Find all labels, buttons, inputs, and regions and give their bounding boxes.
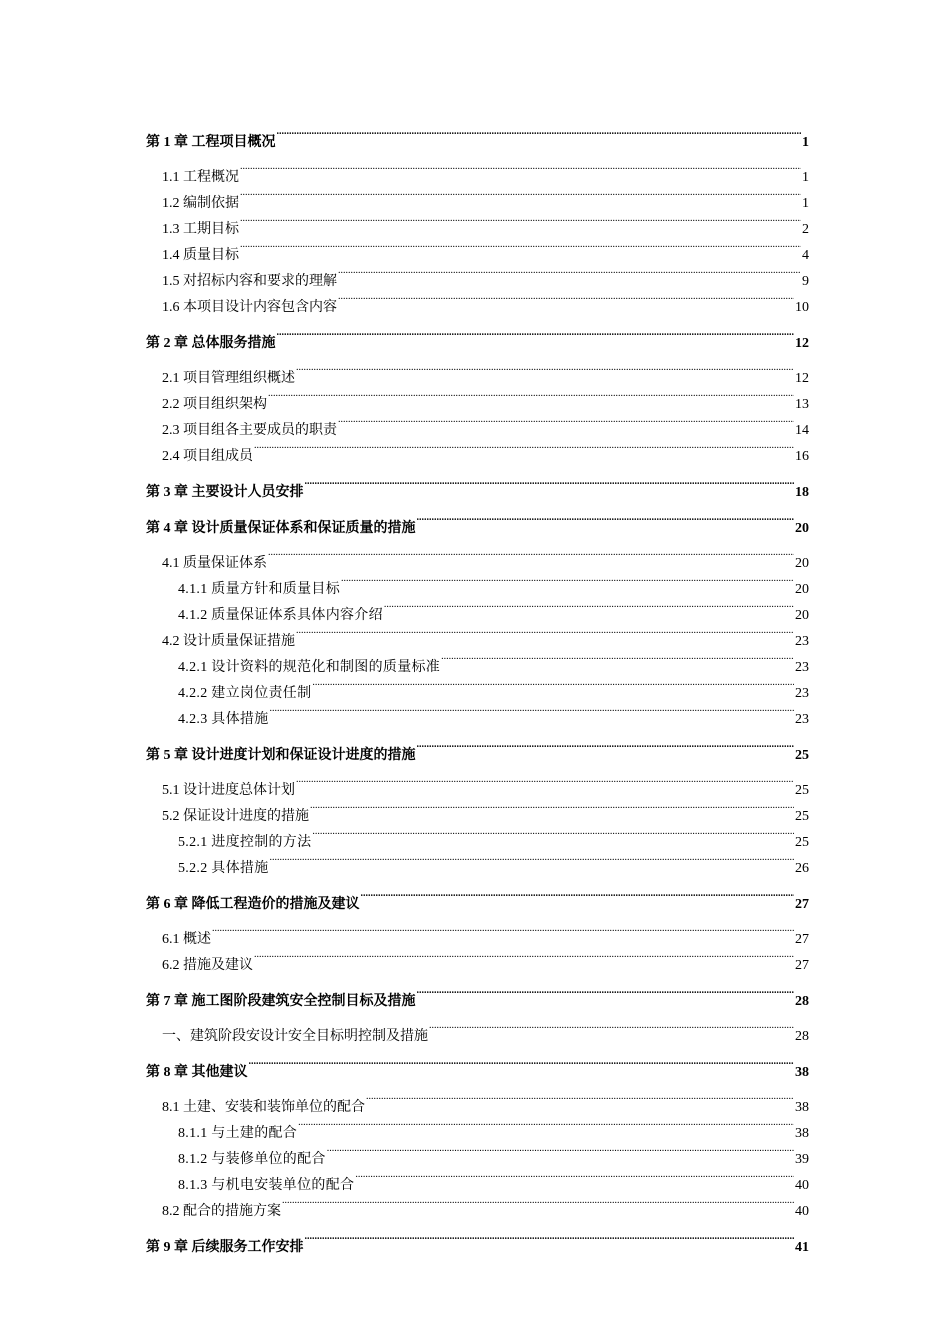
dot-leader xyxy=(212,923,794,943)
toc-section-entry[interactable] xyxy=(146,774,809,800)
dot-leader xyxy=(296,362,794,382)
toc-chapter-entry[interactable] xyxy=(146,126,809,152)
dot-leader xyxy=(268,547,794,567)
toc-entry-title: 1.5 对招标内容和要求的理解 xyxy=(162,273,337,289)
toc-entry-title: 5.2 保证设计进度的措施 xyxy=(162,808,309,824)
dot-leader xyxy=(305,1231,795,1251)
toc-page-number: 23 xyxy=(795,659,809,675)
toc-entry-title: 4.2.1 设计资料的规范化和制图的质量标准 xyxy=(178,659,441,675)
dot-leader xyxy=(338,265,801,285)
dot-leader xyxy=(298,1117,794,1137)
toc-section-entry[interactable] xyxy=(146,440,809,466)
toc-entry-title: 5.2.2 具体措施 xyxy=(178,860,269,876)
toc-entry-title: 1.4 质量目标 xyxy=(162,247,239,263)
toc-subsection-entry[interactable] xyxy=(146,1143,809,1169)
dot-leader xyxy=(270,703,795,723)
toc-entry-title: 8.1.2 与装修单位的配合 xyxy=(178,1151,326,1167)
dot-leader xyxy=(310,800,794,820)
toc-subsection-entry[interactable] xyxy=(146,852,809,878)
toc-entry-title: 第 9 章 后续服务工作安排 xyxy=(146,1239,304,1255)
toc-entry-title: 4.1.2 质量保证体系具体内容介绍 xyxy=(178,607,383,623)
toc-entry-title: 1.1 工程概况 xyxy=(162,169,239,185)
toc-section-entry[interactable] xyxy=(146,213,809,239)
dot-leader xyxy=(277,126,802,146)
toc-chapter-entry[interactable] xyxy=(146,1231,809,1257)
toc-page-number: 14 xyxy=(795,422,809,438)
toc-entry-title: 4.2 设计质量保证措施 xyxy=(162,633,295,649)
toc-entry-title: 一、建筑阶段安设计安全目标明控制及措施 xyxy=(162,1028,428,1044)
toc-entry-title: 第 4 章 设计质量保证体系和保证质量的措施 xyxy=(146,520,416,536)
toc-page-number: 13 xyxy=(795,396,809,412)
toc-section-entry[interactable] xyxy=(146,362,809,388)
toc-entry-title: 6.2 措施及建议 xyxy=(162,957,253,973)
toc-entry-title: 第 6 章 降低工程造价的措施及建议 xyxy=(146,896,360,912)
toc-subsection-entry[interactable] xyxy=(146,599,809,625)
toc-entry-title: 6.1 概述 xyxy=(162,931,211,947)
toc-page-number: 25 xyxy=(795,834,809,850)
toc-chapter-entry[interactable] xyxy=(146,985,809,1011)
toc-page-number: 1 xyxy=(802,195,809,211)
dot-leader xyxy=(240,213,801,233)
dot-leader xyxy=(254,440,794,460)
toc-page-number: 23 xyxy=(795,711,809,727)
toc-page-number: 38 xyxy=(795,1099,809,1115)
toc-page-number: 25 xyxy=(795,808,809,824)
dot-leader xyxy=(327,1143,794,1163)
dot-leader xyxy=(338,414,794,434)
toc-page-number: 41 xyxy=(795,1239,809,1255)
toc-page-number: 27 xyxy=(795,931,809,947)
toc-page-number: 20 xyxy=(795,555,809,571)
toc-page-number: 20 xyxy=(795,607,809,623)
dot-leader xyxy=(254,949,794,969)
toc-chapter-entry[interactable] xyxy=(146,1056,809,1082)
toc-entry-title: 第 2 章 总体服务措施 xyxy=(146,335,276,351)
toc-entry-title: 2.2 项目组织架构 xyxy=(162,396,267,412)
toc-entry-title: 第 7 章 施工图阶段建筑安全控制目标及措施 xyxy=(146,993,416,1009)
dot-leader xyxy=(240,239,801,259)
toc-chapter-entry[interactable] xyxy=(146,512,809,538)
toc-entry-title: 2.4 项目组成员 xyxy=(162,448,253,464)
toc-page-number: 12 xyxy=(795,335,809,351)
toc-page-number: 10 xyxy=(795,299,809,315)
toc-section-entry[interactable] xyxy=(146,187,809,213)
toc-page-number: 28 xyxy=(795,993,809,1009)
toc-page-number: 38 xyxy=(795,1064,809,1080)
dot-leader xyxy=(282,1195,794,1215)
toc-page-number: 1 xyxy=(802,134,809,150)
toc-section-entry[interactable] xyxy=(146,265,809,291)
toc-subsection-entry[interactable] xyxy=(146,703,809,729)
toc-subsection-entry[interactable] xyxy=(146,1169,809,1195)
dot-leader xyxy=(240,161,801,181)
dot-leader xyxy=(296,774,794,794)
toc-section-entry[interactable] xyxy=(146,800,809,826)
toc-page-number: 1 xyxy=(802,169,809,185)
toc-page-number: 23 xyxy=(795,685,809,701)
toc-page-number: 26 xyxy=(795,860,809,876)
toc-page-number: 2 xyxy=(802,221,809,237)
toc-page-number: 25 xyxy=(795,782,809,798)
toc-entry-title: 8.1.3 与机电安装单位的配合 xyxy=(178,1177,355,1193)
toc-entry-title: 2.3 项目组各主要成员的职责 xyxy=(162,422,337,438)
toc-entry-title: 8.1.1 与土建的配合 xyxy=(178,1125,298,1141)
dot-leader xyxy=(296,625,794,645)
toc-section-entry[interactable] xyxy=(146,291,809,317)
toc-entry-title: 2.1 项目管理组织概述 xyxy=(162,370,295,386)
toc-page-number: 27 xyxy=(795,896,809,912)
toc-section-entry[interactable] xyxy=(146,388,809,414)
toc-subsection-entry[interactable] xyxy=(146,651,809,677)
dot-leader xyxy=(417,512,795,532)
toc-chapter-entry[interactable] xyxy=(146,327,809,353)
dot-leader xyxy=(361,888,795,908)
dot-leader xyxy=(338,291,794,311)
dot-leader xyxy=(268,388,794,408)
toc-section-entry[interactable] xyxy=(146,414,809,440)
table-of-contents xyxy=(146,126,809,1266)
toc-section-entry[interactable] xyxy=(146,1195,809,1221)
toc-page-number: 23 xyxy=(795,633,809,649)
toc-chapter-entry[interactable] xyxy=(146,888,809,914)
toc-section-entry[interactable] xyxy=(146,923,809,949)
toc-entry-title: 4.2.3 具体措施 xyxy=(178,711,269,727)
dot-leader xyxy=(277,327,795,347)
toc-section-entry[interactable] xyxy=(146,625,809,651)
toc-chapter-entry[interactable] xyxy=(146,739,809,765)
toc-chapter-entry[interactable] xyxy=(146,476,809,502)
toc-section-entry[interactable] xyxy=(146,949,809,975)
toc-section-entry[interactable] xyxy=(146,239,809,265)
toc-entry-title: 4.1 质量保证体系 xyxy=(162,555,267,571)
toc-entry-title: 第 3 章 主要设计人员安排 xyxy=(146,484,304,500)
dot-leader xyxy=(341,573,794,593)
toc-subsection-entry[interactable] xyxy=(146,826,809,852)
dot-leader xyxy=(417,739,795,759)
toc-page-number: 16 xyxy=(795,448,809,464)
toc-page-number: 18 xyxy=(795,484,809,500)
toc-page-number: 38 xyxy=(795,1125,809,1141)
toc-subsection-entry[interactable] xyxy=(146,1117,809,1143)
toc-entry-title: 8.1 土建、安装和装饰单位的配合 xyxy=(162,1099,365,1115)
dot-leader xyxy=(312,826,794,846)
toc-subsection-entry[interactable] xyxy=(146,573,809,599)
toc-page-number: 27 xyxy=(795,957,809,973)
toc-page-number: 20 xyxy=(795,581,809,597)
toc-entry-title: 8.2 配合的措施方案 xyxy=(162,1203,281,1219)
toc-section-entry[interactable] xyxy=(146,547,809,573)
toc-page-number: 39 xyxy=(795,1151,809,1167)
toc-page-number: 9 xyxy=(802,273,809,289)
dot-leader xyxy=(240,187,801,207)
dot-leader xyxy=(270,852,795,872)
toc-page-number: 20 xyxy=(795,520,809,536)
toc-entry-title: 1.2 编制依据 xyxy=(162,195,239,211)
dot-leader xyxy=(312,677,794,697)
toc-entry-title: 5.2.1 进度控制的方法 xyxy=(178,834,312,850)
dot-leader xyxy=(249,1056,795,1076)
toc-entry-title: 1.6 本项目设计内容包含内容 xyxy=(162,299,337,315)
dot-leader xyxy=(429,1020,794,1040)
toc-entry-title: 4.2.2 建立岗位责任制 xyxy=(178,685,312,701)
toc-entry-title: 1.3 工期目标 xyxy=(162,221,239,237)
toc-entry-title: 第 1 章 工程项目概况 xyxy=(146,134,276,150)
dot-leader xyxy=(305,476,795,496)
toc-page-number: 12 xyxy=(795,370,809,386)
toc-entry-title: 第 5 章 设计进度计划和保证设计进度的措施 xyxy=(146,747,416,763)
toc-section-entry[interactable] xyxy=(146,1091,809,1117)
toc-page-number: 40 xyxy=(795,1177,809,1193)
toc-entry-title: 第 8 章 其他建议 xyxy=(146,1064,248,1080)
toc-page-number: 40 xyxy=(795,1203,809,1219)
dot-leader xyxy=(441,651,794,671)
toc-section-entry[interactable] xyxy=(146,1020,809,1046)
toc-page-number: 25 xyxy=(795,747,809,763)
toc-entry-title: 5.1 设计进度总体计划 xyxy=(162,782,295,798)
toc-page-number: 4 xyxy=(802,247,809,263)
toc-section-entry[interactable] xyxy=(146,161,809,187)
dot-leader xyxy=(384,599,794,619)
dot-leader xyxy=(417,985,795,1005)
toc-subsection-entry[interactable] xyxy=(146,677,809,703)
toc-page-number: 28 xyxy=(795,1028,809,1044)
dot-leader xyxy=(366,1091,794,1111)
toc-entry-title: 4.1.1 质量方针和质量目标 xyxy=(178,581,340,597)
dot-leader xyxy=(355,1169,794,1189)
